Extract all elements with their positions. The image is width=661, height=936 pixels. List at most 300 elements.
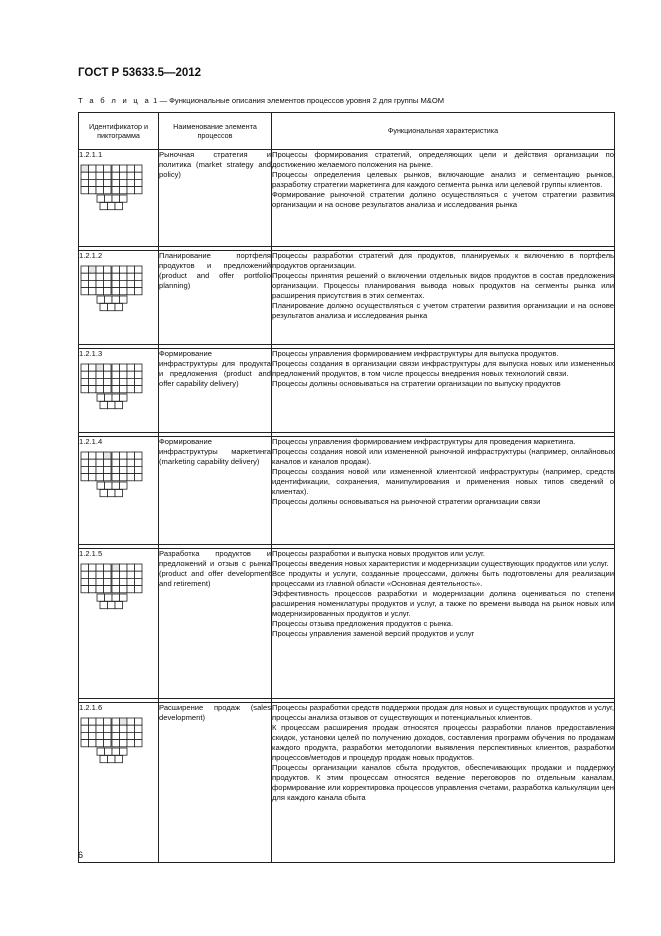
pictogram-cell	[127, 571, 135, 578]
pictogram-cell	[135, 288, 143, 295]
pictogram-cell	[89, 371, 97, 378]
pictogram-cell	[135, 571, 143, 578]
table-row	[79, 437, 615, 545]
pictogram-cell	[112, 466, 120, 473]
pictogram-cell	[120, 474, 128, 481]
pictogram-cell	[104, 288, 112, 295]
pictogram-cell	[120, 571, 128, 578]
pictogram-cell	[135, 187, 143, 194]
pictogram-cell	[112, 280, 120, 287]
pictogram-cell	[81, 586, 89, 593]
pictogram-cell	[97, 296, 105, 303]
pictogram-cell	[97, 394, 105, 401]
pictogram-cell	[120, 386, 128, 393]
pictogram-cell	[81, 172, 89, 179]
pictogram-cell	[120, 732, 128, 739]
pictogram-cell	[96, 452, 104, 459]
pictogram-cell	[120, 564, 128, 571]
description-paragraph: Процессы создания новой или измененной клиентской инфраструктуры (например, средств идентификации, сохранения, манипулирования и применения новых типов сведений о клиентах).	[272, 467, 614, 497]
id-cell	[79, 703, 159, 863]
pictogram-cell	[120, 179, 128, 186]
pictogram-cell	[112, 364, 120, 371]
pictogram-cell	[135, 578, 143, 585]
pictogram-cell	[100, 602, 108, 609]
process-code: 1.2.1.6	[79, 703, 103, 712]
pictogram-cell	[127, 732, 135, 739]
pictogram-cell	[104, 364, 112, 371]
pictogram-cell	[81, 273, 89, 280]
description-paragraph: Процессы разработки и выпуска новых продуктов или услуг.	[272, 549, 486, 558]
pictogram-cell	[100, 756, 108, 763]
table-row	[79, 349, 615, 433]
pictogram-cell	[112, 187, 120, 194]
pictogram-highlight-cell	[81, 165, 89, 172]
description-paragraph: Процессы введения новых характеристик и модернизации существующих продуктов или услуг.	[272, 559, 609, 569]
description-paragraph: Процессы формирования стратегий, определяющих цели и действия организации по достижению желаемого положения на рынке.	[272, 150, 614, 170]
table-header-row	[79, 113, 615, 150]
pictogram-cell	[135, 364, 143, 371]
pictogram-cell	[135, 459, 143, 466]
pictogram-cell	[112, 378, 120, 385]
pictogram-cell	[89, 459, 97, 466]
description-paragraph: Процессы отзыва предложения продуктов с рынка.	[272, 619, 454, 629]
pictogram-cell	[104, 280, 112, 287]
pictogram-cell	[96, 564, 104, 571]
pictogram-cell	[89, 288, 97, 295]
id-cell	[79, 150, 159, 247]
pictogram-cell	[115, 602, 123, 609]
pictogram-cell	[104, 273, 112, 280]
pictogram-cell	[112, 474, 120, 481]
pictogram-cell	[120, 482, 128, 489]
pictogram-cell	[135, 386, 143, 393]
pictogram-cell	[120, 394, 128, 401]
pictogram-cell	[135, 371, 143, 378]
pictogram-cell	[96, 266, 104, 273]
pictogram-cell	[100, 203, 108, 210]
table-row	[79, 549, 615, 699]
pictogram-cell	[127, 187, 135, 194]
pictogram-cell	[97, 482, 105, 489]
pictogram-cell	[127, 740, 135, 747]
pictogram-cell	[81, 378, 89, 385]
process-description	[272, 549, 615, 699]
pictogram-highlight-cell	[96, 364, 104, 371]
pictogram-cell	[81, 474, 89, 481]
pictogram-cell	[135, 273, 143, 280]
pictogram-cell	[135, 165, 143, 172]
caption-prefix: Т а б л и ц а	[78, 96, 152, 105]
pictogram-cell	[89, 740, 97, 747]
table-caption	[78, 96, 444, 105]
pictogram-cell	[120, 725, 128, 732]
pictogram-cell	[104, 386, 112, 393]
description-paragraph: Процессы определения целевых рынков, включающие анализ и сегментацию рынков, разработку стратегии маркетинга для каждого сегмента рынка или целевой группы клиентов.	[272, 170, 614, 190]
pictogram-cell	[135, 179, 143, 186]
description-paragraph: Процессы организации каналов сбыта продуктов, обеспечивающих продажи и поддержку продуктов. К этим процессам относятся ведение переговоров по отдельным каналам, формирование или корректировка процессов управления счетами, разработка калькуляции цен для каждого канала сбыта	[272, 763, 614, 803]
pictogram-cell	[115, 402, 123, 409]
pictogram-cell	[120, 740, 128, 747]
pictogram-cell	[104, 165, 112, 172]
pictogram-cell	[97, 748, 105, 755]
id-cell	[79, 251, 159, 345]
pictogram-cell	[96, 732, 104, 739]
pictogram-cell	[96, 378, 104, 385]
pictogram-cell	[81, 266, 89, 273]
process-name: Формирование инфраструктуры маркетинга (marketing capability delivery)	[159, 437, 272, 545]
pictogram-cell	[115, 490, 123, 497]
pictogram-cell	[96, 288, 104, 295]
pictogram-cell	[96, 571, 104, 578]
pictogram-cell	[115, 203, 123, 210]
pictogram-cell	[120, 459, 128, 466]
pictogram-cell	[89, 466, 97, 473]
caption-text: 1 — Функциональные описания элементов процессов уровня 2 для группы M&OM	[151, 96, 445, 105]
pictogram-cell	[112, 288, 120, 295]
id-cell	[79, 549, 159, 699]
pictogram-cell	[127, 386, 135, 393]
process-description	[272, 437, 615, 545]
pictogram-cell	[81, 466, 89, 473]
process-description	[272, 150, 615, 247]
pictogram-cell	[81, 732, 89, 739]
pictogram-cell	[81, 280, 89, 287]
pictogram-cell	[89, 364, 97, 371]
pictogram-cell	[135, 474, 143, 481]
pictogram-cell	[127, 564, 135, 571]
pictogram-cell	[112, 594, 120, 601]
pictogram-cell	[96, 578, 104, 585]
pictogram-cell	[108, 602, 116, 609]
page-number: 6	[78, 850, 84, 860]
pictogram-cell	[108, 490, 116, 497]
pictogram-cell	[81, 288, 89, 295]
description-paragraph: Все продукты и услуги, созданные процессами, должны быть подготовлены для реализации процессами из главной области «Основная деятельность».	[272, 569, 614, 589]
pictogram-cell	[112, 748, 120, 755]
table-row	[79, 251, 615, 345]
pictogram-cell	[112, 394, 120, 401]
pictogram-cell	[100, 304, 108, 311]
description-paragraph: Эффективность процессов разработки и модернизации должна оцениваться по степени расширения номенклатуры продуктов и услуг, а также по времени вывода на рынок новых или модернизированных продуктов и услуг.	[272, 589, 614, 619]
pictogram-cell	[81, 578, 89, 585]
pictogram-cell	[112, 452, 120, 459]
pictogram-cell	[89, 732, 97, 739]
pictogram-cell	[104, 564, 112, 571]
pictogram-cell	[135, 732, 143, 739]
pictogram-cell	[120, 280, 128, 287]
pictogram-cell	[81, 718, 89, 725]
pictogram-cell	[112, 459, 120, 466]
pictogram-cell	[120, 165, 128, 172]
pictogram-cell	[81, 386, 89, 393]
pictogram-highlight-cell	[89, 266, 97, 273]
description-paragraph: Процессы управления формированием инфраструктуры для проведения маркетинга.	[272, 437, 576, 446]
description-paragraph: Процессы создания в организации связи инфраструктуры для выпуска новых или измененных предложений продуктов, в том числе процессы внедрения новых технологий связи.	[272, 359, 614, 379]
pictogram-cell	[108, 402, 116, 409]
pictogram-cell	[104, 571, 112, 578]
pictogram-cell	[81, 364, 89, 371]
description-paragraph: Процессы управления заменой версий продуктов и услуг	[272, 629, 475, 639]
pictogram-cell	[96, 371, 104, 378]
pictogram-cell	[104, 732, 112, 739]
pictogram-cell	[96, 586, 104, 593]
pictogram-cell	[97, 594, 105, 601]
pictogram-cell	[104, 578, 112, 585]
pictogram-cell	[108, 756, 116, 763]
description-paragraph: Процессы разработки стратегий для продуктов, планируемых к включению в портфель продуктов организации.	[272, 251, 614, 271]
pictogram-cell	[135, 172, 143, 179]
pictogram-cell	[120, 748, 128, 755]
pictogram-cell	[81, 740, 89, 747]
pictogram-cell	[81, 725, 89, 732]
pictogram-cell	[120, 266, 128, 273]
pictogram-cell	[108, 304, 116, 311]
pictogram-cell	[127, 165, 135, 172]
pictogram-cell	[105, 748, 113, 755]
pictogram-cell	[112, 725, 120, 732]
process-description	[272, 703, 615, 863]
pictogram-cell	[104, 718, 112, 725]
pictogram-cell	[89, 386, 97, 393]
pictogram-cell	[112, 586, 120, 593]
pictogram-cell	[127, 459, 135, 466]
pictogram-cell	[120, 273, 128, 280]
description-paragraph: К процессам расширения продаж относятся процессы разработки планов предоставления скидок, установки целей по получению доходов, составления программ обучения по продажам каждого продукта, разработки методологии выявления перспективных клиентов, разработки процессов/методов и процедур продаж новых продуктов.	[272, 723, 614, 763]
pictogram-cell	[96, 172, 104, 179]
process-pictogram-icon	[80, 363, 144, 417]
process-code: 1.2.1.3	[79, 349, 103, 358]
description-paragraph: Процессы разработки средств поддержки продаж для новых и существующих продуктов и услуг, процессы анализа отзывов от существующих и потенциальных клиентов.	[272, 703, 614, 723]
pictogram-cell	[96, 386, 104, 393]
pictogram-cell	[112, 740, 120, 747]
pictogram-cell	[112, 165, 120, 172]
description-paragraph: Процессы создания новой или измененной рыночной инфраструктуры (например, онлайновых каналов и каналов продаж).	[272, 447, 614, 467]
pictogram-cell	[81, 187, 89, 194]
pictogram-cell	[135, 280, 143, 287]
description-paragraph: Формирование рыночной стратегии должно осуществляться с учетом стратегии развития организации и на основе результатов анализа и исследования рынка	[272, 190, 614, 210]
pictogram-cell	[127, 273, 135, 280]
pictogram-cell	[81, 452, 89, 459]
pictogram-cell	[112, 179, 120, 186]
pictogram-cell	[96, 459, 104, 466]
pictogram-cell	[135, 266, 143, 273]
pictogram-cell	[89, 280, 97, 287]
pictogram-cell	[127, 452, 135, 459]
pictogram-cell	[96, 165, 104, 172]
pictogram-cell	[112, 371, 120, 378]
pictogram-cell	[120, 466, 128, 473]
pictogram-cell	[120, 578, 128, 585]
pictogram-cell	[104, 459, 112, 466]
pictogram-cell	[120, 364, 128, 371]
process-name: Планирование портфеля продуктов и предложений (product and offer portfolio planning)	[159, 251, 272, 345]
pictogram-cell	[104, 187, 112, 194]
pictogram-cell	[112, 172, 120, 179]
pictogram-cell	[120, 288, 128, 295]
pictogram-cell	[96, 718, 104, 725]
process-description	[272, 349, 615, 433]
pictogram-cell	[127, 474, 135, 481]
table-row	[79, 150, 615, 247]
process-description	[272, 251, 615, 345]
pictogram-cell	[108, 203, 116, 210]
pictogram-cell	[112, 571, 120, 578]
pictogram-cell	[104, 179, 112, 186]
pictogram-cell	[104, 725, 112, 732]
pictogram-cell	[112, 578, 120, 585]
pictogram-cell	[81, 179, 89, 186]
pictogram-cell	[135, 466, 143, 473]
pictogram-cell	[127, 378, 135, 385]
pictogram-cell	[89, 179, 97, 186]
pictogram-cell	[89, 172, 97, 179]
pictogram-cell	[135, 564, 143, 571]
pictogram-cell	[135, 378, 143, 385]
header-id: Идентификатор и пиктограмма	[79, 113, 159, 150]
process-code: 1.2.1.4	[79, 437, 103, 446]
pictogram-cell	[112, 482, 120, 489]
pictogram-cell	[96, 280, 104, 287]
pictogram-cell	[120, 187, 128, 194]
pictogram-cell	[96, 273, 104, 280]
pictogram-cell	[112, 266, 120, 273]
pictogram-cell	[127, 466, 135, 473]
pictogram-cell	[104, 371, 112, 378]
pictogram-cell	[89, 586, 97, 593]
header-desc: Функциональная характеристика	[272, 113, 615, 150]
id-cell	[79, 349, 159, 433]
process-table	[78, 112, 615, 863]
pictogram-cell	[81, 459, 89, 466]
pictogram-cell	[127, 371, 135, 378]
pictogram-cell	[96, 740, 104, 747]
pictogram-cell	[100, 490, 108, 497]
pictogram-cell	[96, 474, 104, 481]
pictogram-cell	[127, 288, 135, 295]
description-paragraph: Процессы должны основываться на стратегии организации по выпуску продуктов	[272, 379, 561, 389]
pictogram-cell	[104, 172, 112, 179]
pictogram-cell	[89, 718, 97, 725]
pictogram-cell	[104, 378, 112, 385]
pictogram-cell	[120, 594, 128, 601]
pictogram-cell	[112, 732, 120, 739]
header-name: Наименование элемента процессов	[159, 113, 272, 150]
process-name: Рыночная стратегия и политика (market strategy and policy)	[159, 150, 272, 247]
pictogram-cell	[120, 296, 128, 303]
pictogram-cell	[81, 564, 89, 571]
pictogram-cell	[96, 466, 104, 473]
pictogram-cell	[96, 179, 104, 186]
pictogram-cell	[104, 586, 112, 593]
pictogram-cell	[81, 571, 89, 578]
description-paragraph: Процессы управления формированием инфраструктуры для выпуска продуктов.	[272, 349, 559, 358]
description-paragraph: Процессы принятия решений о включении отдельных видов продуктов в состав предложения организации. Процессы планирования вывода новых продуктов на сегменты рынка или расширения присутствия в этих сегментах.	[272, 271, 614, 301]
process-pictogram-icon	[80, 265, 144, 319]
pictogram-highlight-cell	[112, 564, 120, 571]
process-name: Расширение продаж (sales development)	[159, 703, 272, 863]
pictogram-cell	[127, 718, 135, 725]
pictogram-cell	[89, 571, 97, 578]
pictogram-cell	[105, 594, 113, 601]
pictogram-cell	[120, 371, 128, 378]
pictogram-cell	[127, 364, 135, 371]
process-pictogram-icon	[80, 164, 144, 218]
pictogram-cell	[100, 402, 108, 409]
pictogram-cell	[112, 718, 120, 725]
pictogram-cell	[115, 304, 123, 311]
pictogram-cell	[81, 371, 89, 378]
pictogram-cell	[104, 466, 112, 473]
process-name: Формирование инфраструктуры для продукта и предложения (product and offer capability delivery)	[159, 349, 272, 433]
pictogram-cell	[127, 725, 135, 732]
process-code: 1.2.1.5	[79, 549, 103, 558]
pictogram-cell	[127, 578, 135, 585]
process-code: 1.2.1.2	[79, 251, 103, 260]
pictogram-cell	[120, 172, 128, 179]
pictogram-cell	[127, 172, 135, 179]
pictogram-cell	[89, 474, 97, 481]
pictogram-cell	[127, 280, 135, 287]
pictogram-cell	[89, 273, 97, 280]
pictogram-highlight-cell	[104, 452, 112, 459]
process-pictogram-icon	[80, 451, 144, 505]
pictogram-cell	[135, 586, 143, 593]
pictogram-cell	[127, 266, 135, 273]
pictogram-cell	[89, 378, 97, 385]
table-row	[79, 703, 615, 863]
pictogram-cell	[120, 195, 128, 202]
pictogram-cell	[96, 725, 104, 732]
pictogram-cell	[104, 474, 112, 481]
pictogram-cell	[112, 273, 120, 280]
pictogram-cell	[105, 394, 113, 401]
pictogram-cell	[104, 740, 112, 747]
pictogram-cell	[135, 740, 143, 747]
pictogram-cell	[120, 586, 128, 593]
pictogram-cell	[89, 564, 97, 571]
pictogram-cell	[89, 165, 97, 172]
process-name: Разработка продуктов и предложений и отзыв с рынка (product and offer development and retirement)	[159, 549, 272, 699]
pictogram-highlight-cell	[120, 718, 128, 725]
description-paragraph: Планирование должно осуществляться с учетом стратегии развития организации и на основе результатов анализа и исследования рынка	[272, 301, 614, 321]
pictogram-cell	[89, 452, 97, 459]
description-paragraph: Процессы должны основываться на рыночной стратегии организации связи	[272, 497, 541, 507]
pictogram-cell	[96, 187, 104, 194]
pictogram-cell	[105, 482, 113, 489]
pictogram-cell	[127, 179, 135, 186]
pictogram-cell	[127, 586, 135, 593]
document-code: ГОСТ Р 53633.5—2012	[78, 67, 202, 79]
pictogram-cell	[112, 386, 120, 393]
process-code: 1.2.1.1	[79, 150, 103, 159]
pictogram-cell	[112, 195, 120, 202]
pictogram-cell	[105, 195, 113, 202]
process-pictogram-icon	[80, 717, 144, 771]
pictogram-cell	[112, 296, 120, 303]
pictogram-cell	[104, 266, 112, 273]
pictogram-cell	[115, 756, 123, 763]
id-cell	[79, 437, 159, 545]
pictogram-cell	[120, 378, 128, 385]
pictogram-cell	[135, 725, 143, 732]
pictogram-cell	[89, 187, 97, 194]
process-pictogram-icon	[80, 563, 144, 617]
pictogram-cell	[105, 296, 113, 303]
pictogram-cell	[135, 718, 143, 725]
pictogram-cell	[97, 195, 105, 202]
pictogram-cell	[120, 452, 128, 459]
pictogram-cell	[89, 578, 97, 585]
